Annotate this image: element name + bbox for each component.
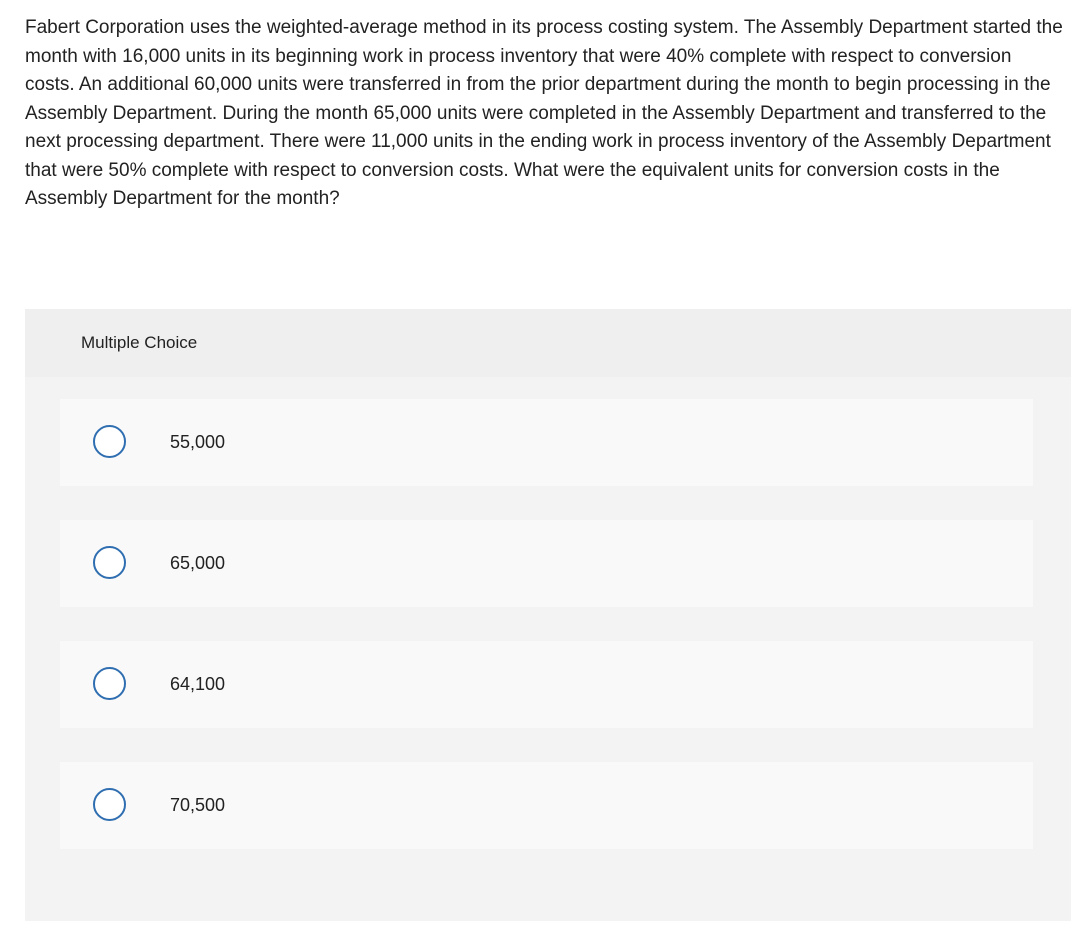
multiple-choice-panel [25, 309, 1071, 921]
answer-option-label: 70,500 [170, 795, 226, 815]
answer-option-4[interactable] [60, 762, 1033, 849]
answer-options [25, 377, 1071, 921]
answer-option-2[interactable] [60, 520, 1033, 607]
answer-option-label: 64,100 [170, 674, 226, 694]
radio-button[interactable] [93, 546, 126, 579]
answer-option-label: 55,000 [170, 432, 226, 452]
radio-button[interactable] [93, 425, 126, 458]
radio-button[interactable] [93, 788, 126, 821]
multiple-choice-title: Multiple Choice [81, 333, 198, 352]
multiple-choice-header [25, 309, 1071, 377]
answer-option-1[interactable] [60, 399, 1033, 486]
question-text: Fabert Corporation uses the weighted-average method in its process costing system. The Assembly Department started the month with 16,000 units in its beginning work in process inventory that were 40% complete with respect to conversion costs. An additional 60,000 units were transferred in from the prior department during the month to begin processing in the Assembly Department. During the month 65,000 units were completed in the Assembly Department and transferred to the next processing department. There were 11,000 units in the ending work in process inventory of the Assembly Department that were 50% complete with respect to conversion costs. What were the equivalent units for conversion costs in the Assembly Department for the month? [25, 17, 1063, 209]
radio-button[interactable] [93, 667, 126, 700]
answer-option-label: 65,000 [170, 553, 226, 573]
answer-option-3[interactable] [60, 641, 1033, 728]
